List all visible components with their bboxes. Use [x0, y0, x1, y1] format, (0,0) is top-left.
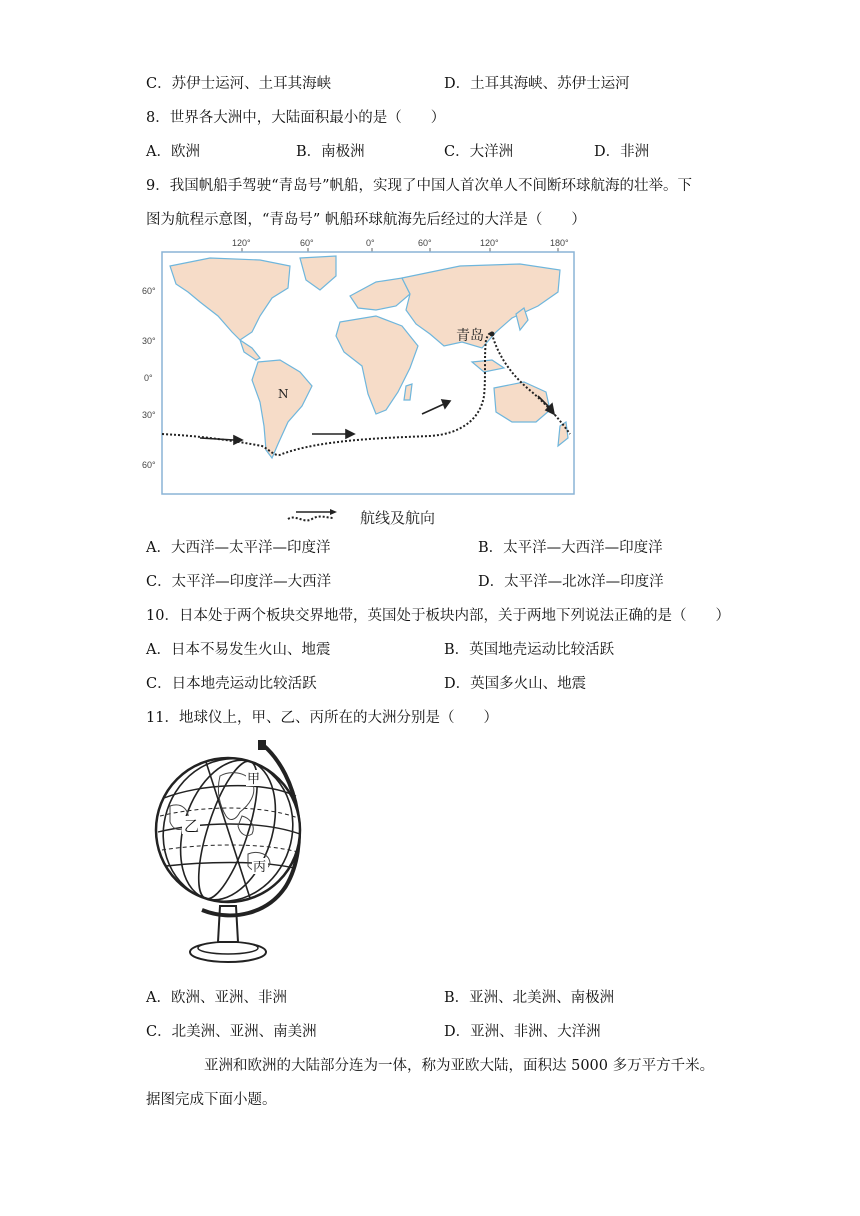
globe-figure: [150, 736, 310, 970]
q9-option-d: D．太平洋—北冰洋—印度洋: [478, 574, 664, 590]
world-route-map: [140, 236, 580, 532]
map-lat-30s: 30°: [142, 410, 156, 420]
map-lat-30n: 30°: [142, 336, 156, 346]
q8-stem: 8．世界各大洲中，大陆面积最小的是（ ）: [146, 110, 446, 126]
map-tick-60e: 60°: [418, 238, 432, 248]
q10-option-a: A．日本不易发生火山、地震: [146, 642, 331, 658]
passage-line1: 亚洲和欧洲的大陆部分连为一体，称为亚欧大陆，面积达 5000 多万平方千米。: [204, 1058, 715, 1074]
map-legend-route: 航线及航向: [360, 509, 436, 527]
q8-option-a: A．欧洲: [146, 144, 200, 160]
q9-stem-line2: 图为航程示意图，“青岛号” 帆船环球航海先后经过的大洋是（ ）: [146, 212, 586, 228]
q11-option-c: C．北美洲、亚洲、南美洲: [146, 1024, 317, 1040]
map-tick-180: 180°: [550, 238, 569, 248]
map-tick-120e: 120°: [480, 238, 499, 248]
q10-option-d: D．英国多火山、地震: [444, 676, 587, 692]
map-tick-120w: 120°: [232, 238, 251, 248]
q11-stem: 11．地球仪上，甲、乙、丙所在的大洲分别是（ ）: [146, 710, 498, 726]
q9-option-c: C．太平洋—印度洋—大西洋: [146, 574, 332, 590]
q7-option-d: D．土耳其海峡、苏伊士运河: [444, 76, 630, 92]
q11-option-b: B．亚洲、北美洲、南极洲: [444, 990, 615, 1006]
q8-option-b: B．南极洲: [296, 144, 365, 160]
passage-line2: 据图完成下面小题。: [146, 1092, 277, 1108]
q9-option-b: B．太平洋—大西洋—印度洋: [478, 540, 663, 556]
q10-stem: 10．日本处于两个板块交界地带，英国处于板块内部，关于两地下列说法正确的是（ ）: [146, 608, 730, 624]
map-tick-0: 0°: [366, 238, 375, 248]
q9-option-a: A．大西洋—太平洋—印度洋: [146, 540, 331, 556]
map-label-n: N: [278, 387, 289, 401]
globe-label-bing: 丙: [253, 860, 267, 875]
q10-option-b: B．英国地壳运动比较活跃: [444, 642, 615, 658]
q8-option-c: C．大洋洲: [444, 144, 514, 160]
q11-option-d: D．亚洲、非洲、大洋洲: [444, 1024, 601, 1040]
map-tick-60w: 60°: [300, 238, 314, 248]
map-lat-60s: 60°: [142, 460, 156, 470]
q9-stem-line1: 9．我国帆船手驾驶“青岛号”帆船，实现了中国人首次单人不间断环球航海的壮举。下: [146, 178, 693, 194]
q11-option-a: A．欧洲、亚洲、非洲: [146, 990, 287, 1006]
q7-option-c: C．苏伊士运河、土耳其海峡: [146, 76, 332, 92]
q8-option-d: D．非洲: [594, 144, 650, 160]
q10-option-c: C．日本地壳运动比较活跃: [146, 676, 317, 692]
globe-label-yi: 乙: [184, 817, 200, 835]
map-lat-60n: 60°: [142, 286, 156, 296]
map-lat-0: 0°: [144, 373, 153, 383]
map-label-qingdao: 青岛: [456, 328, 484, 344]
globe-label-jia: 甲: [247, 772, 261, 787]
